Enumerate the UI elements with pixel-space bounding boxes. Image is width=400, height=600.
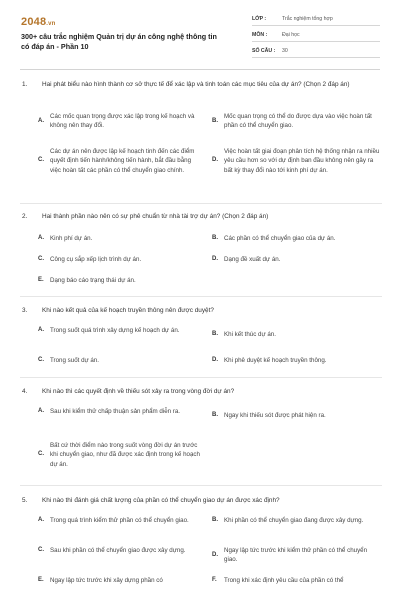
option-c[interactable]	[38, 255, 200, 264]
question-header	[20, 80, 382, 89]
question-number: 5.	[22, 497, 28, 504]
meta-row-subject	[252, 29, 380, 42]
option-text: Khi phần có thể chuyển giao đang được xây dựng.	[224, 517, 364, 524]
option-b[interactable]	[212, 516, 382, 525]
option-letter: C.	[38, 157, 44, 164]
option-letter: A.	[38, 117, 44, 124]
option-text: Các phần có thể chuyển giao của dự án.	[224, 235, 336, 242]
question-2	[20, 212, 382, 284]
option-text: Mốc quan trọng có thể do được dựa vào việc hoàn tất phần có thể chuyển giao.	[224, 113, 372, 130]
site-logo[interactable]	[21, 16, 56, 28]
option-text: Các mốc quan trọng được xác lập trong kế hoạch và không nên thay đổi.	[50, 113, 195, 130]
option-b[interactable]	[212, 411, 382, 420]
question-separator	[20, 296, 382, 297]
question-header	[20, 306, 382, 315]
question-text: Khi nào thì các quyết định về thiếu sót xảy ra trong vòng đời dự án?	[42, 388, 235, 395]
option-text: Các dự án nên được lập kế hoạch tinh đến các điểm quyết định tiến hành/không tiến hành, bắt đầu bằng việc hoàn tất các phần có thể chuyển giao chính.	[50, 148, 195, 174]
option-e[interactable]	[38, 276, 200, 285]
question-text: Hai thành phần nào nên có sự phê chuẩn từ nhà tài trợ dự án? (Chọn 2 đáp án)	[42, 213, 269, 220]
meta-label: LỚP :	[252, 16, 267, 22]
option-letter: F.	[212, 577, 217, 583]
logo-text: 2048	[21, 16, 47, 28]
option-b[interactable]	[212, 234, 382, 243]
question-separator	[20, 485, 382, 486]
question-number: 1.	[22, 81, 28, 88]
option-text: Công cụ sắp xếp lịch trình dự án.	[50, 256, 142, 263]
question-separator	[20, 377, 382, 378]
option-e[interactable]	[38, 576, 200, 585]
question-text: Hai phát biểu nào hình thành cơ sở thực tế để xác lập và tinh toán các mục tiêu của dự án? (Chọn 2 đáp án)	[42, 81, 350, 88]
meta-value: 30	[282, 48, 288, 54]
option-letter: C.	[38, 547, 44, 553]
option-text: Khi phê duyệt kế hoạch truyền thông.	[224, 357, 327, 364]
option-letter: B.	[212, 117, 218, 124]
question-header	[20, 212, 382, 221]
option-c[interactable]	[38, 546, 200, 555]
header-divider	[20, 69, 380, 70]
option-text: Trong khi xác định yêu cầu của phần có thể	[224, 577, 344, 584]
meta-value: Trắc nghiệm tổng hợp	[282, 16, 333, 22]
option-a[interactable]	[38, 516, 200, 525]
option-text: Dạng báo cáo trạng thái dự án.	[50, 277, 136, 284]
question-text: Khi nào thì đánh giá chất lượng của phần có thể chuyển giao dự án được xác định?	[42, 497, 280, 504]
meta-label: SỐ CÂU :	[252, 48, 276, 54]
option-letter: C.	[38, 256, 44, 262]
logo-suffix: .vn	[46, 21, 56, 27]
option-text: Ngay lập tức trước khi kiểm thử phần có thể chuyển giao.	[224, 547, 368, 564]
question-5	[20, 496, 382, 584]
question-1	[20, 80, 382, 174]
option-letter: D.	[212, 256, 218, 262]
option-letter: B.	[212, 331, 218, 337]
question-number: 2.	[22, 213, 28, 220]
option-letter: B.	[212, 412, 218, 418]
meta-info	[252, 13, 380, 61]
option-text: Kinh phí dự án.	[50, 235, 93, 242]
option-text: Trong suốt dự án.	[50, 357, 99, 364]
option-letter: C.	[38, 357, 44, 363]
meta-label: MÔN :	[252, 32, 268, 38]
option-b[interactable]	[212, 112, 382, 131]
option-text: Trong quá trình kiểm thử phần có thể chuyển giao.	[50, 517, 189, 524]
option-letter: A.	[38, 517, 44, 523]
meta-value: Đại học	[282, 32, 300, 38]
meta-row-count	[252, 45, 380, 58]
option-text: Bất cứ thời điểm nào trong suốt vòng đời dự án trước khi chuyển giao, như đã được xác định trong kế hoạch dự án.	[50, 442, 200, 468]
question-separator	[20, 203, 382, 204]
question-number: 3.	[22, 307, 28, 314]
option-a[interactable]	[38, 234, 200, 243]
option-letter: B.	[212, 517, 218, 523]
question-number: 4.	[22, 388, 28, 395]
option-text: Việc hoàn tất giai đoạn phân tích hệ thống nhận ra nhiều yêu cầu hơn so với dự định ban đầu không nên gây ra bất kỳ thay đổi nào tới kinh phí dự án.	[224, 148, 380, 174]
option-text: Sau khi phần có thể chuyển giao được xây dựng.	[50, 547, 186, 554]
option-letter: D.	[212, 551, 218, 558]
option-text: Sau khi kiểm thử chấp thuận sản phẩm diễn ra.	[50, 408, 181, 415]
question-header	[20, 387, 382, 396]
option-d[interactable]	[212, 255, 382, 264]
page-title: 300+ câu trắc nghiệm Quản trị dự án công nghệ thông tin có đáp án - Phần 10	[21, 32, 217, 51]
question-3	[20, 306, 382, 364]
option-a[interactable]	[38, 326, 200, 335]
option-letter: A.	[38, 408, 44, 414]
option-b[interactable]	[212, 330, 382, 339]
option-letter: A.	[38, 327, 44, 333]
option-text: Ngay lập tức trước khi xây dựng phần có	[50, 577, 163, 584]
option-f[interactable]	[212, 576, 382, 585]
option-d[interactable]	[212, 356, 382, 365]
option-text: Dạng đề xuất dự án.	[224, 256, 281, 263]
option-text: Ngay khi thiếu sót được phát hiện ra.	[224, 412, 326, 419]
option-a[interactable]	[38, 112, 200, 131]
meta-row-class	[252, 13, 380, 26]
option-letter: C.	[38, 451, 44, 458]
option-c[interactable]	[38, 441, 200, 469]
question-header	[20, 496, 382, 505]
option-letter: D.	[212, 357, 218, 363]
page-header	[0, 0, 400, 62]
question-4	[20, 387, 382, 468]
option-letter: E.	[38, 577, 44, 583]
question-text: Khi nào kết quả của kế hoạch truyền thông nên được duyệt?	[42, 307, 214, 314]
option-text: Trong suốt quá trình xây dựng kế hoạch dự án.	[50, 327, 180, 334]
option-letter: A.	[38, 235, 44, 241]
option-c[interactable]	[38, 356, 200, 365]
option-a[interactable]	[38, 407, 200, 416]
option-text: Khi kết thúc dự án.	[224, 331, 276, 338]
option-d[interactable]	[212, 546, 382, 565]
option-c[interactable]	[38, 147, 200, 175]
option-letter: D.	[212, 157, 218, 164]
option-letter: B.	[212, 235, 218, 241]
option-letter: E.	[38, 277, 44, 283]
option-d[interactable]	[212, 147, 382, 175]
